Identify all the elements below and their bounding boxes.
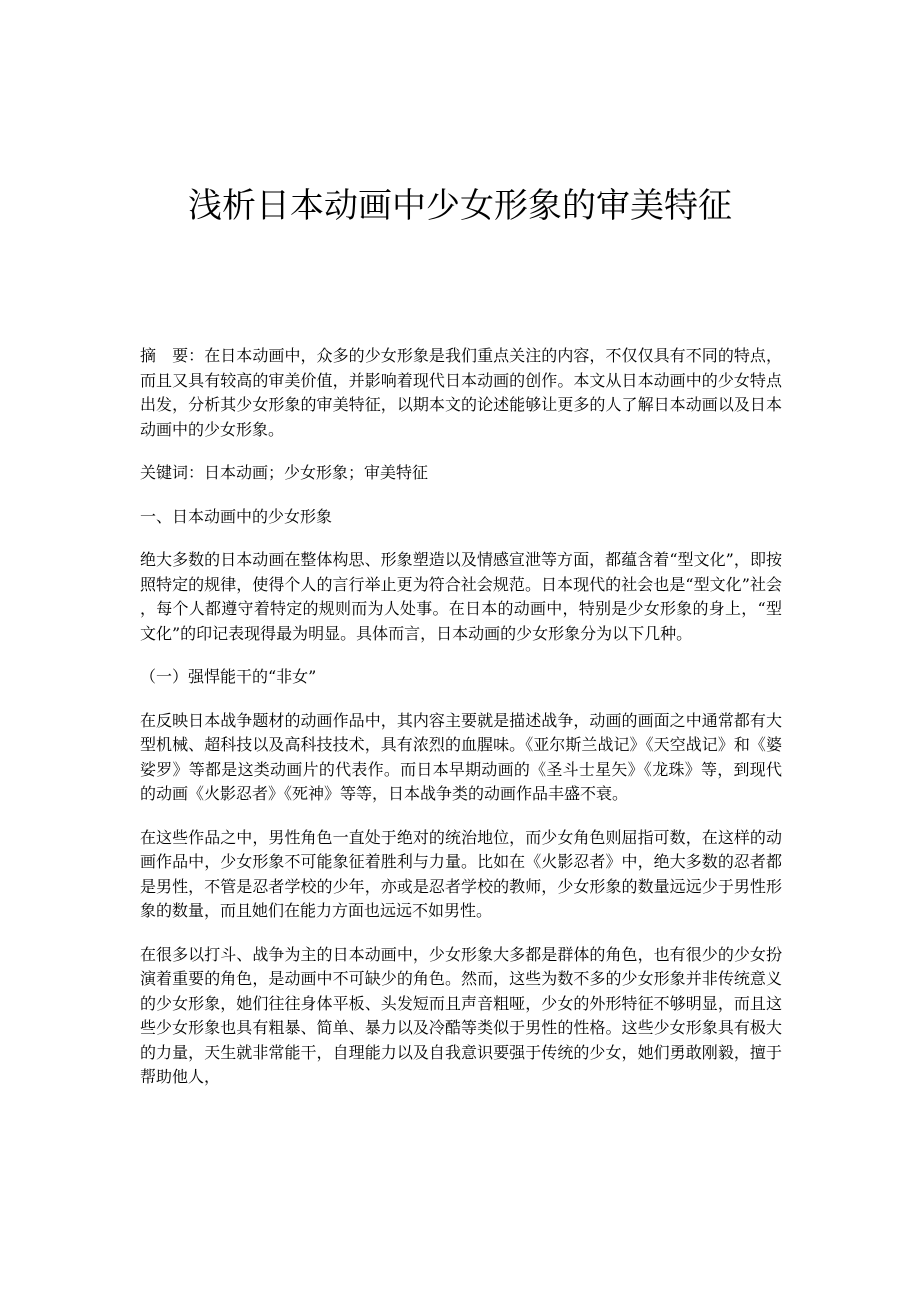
body-paragraph: 在这些作品之中，男性角色一直处于绝对的统治地位，而少女角色则屈指可数，在这样的动画作品中，少女形象不可能象征着胜利与力量。比如在《火影忍者》中，绝大多数的忍者都是男性，不管是忍者学校的少年，亦或是忍者学校的教师，少女形象的数量远远少于男性形象的数量，而且她们在能力方面也远远不如男性。 xyxy=(140,827,782,920)
body-paragraph: 绝大多数的日本动画在整体构思、形象塑造以及情感宣泄等方面，都蕴含着“型文化”，即按照特定的规律，使得个人的言行举止更为符合社会规范。日本现代的社会也是“型文化”社会，每个人都遵守着特定的规则而为人处事。在日本的动画中，特别是少女形象的身上，“型文化”的印记表现得最为明显。具体而言，日本动画的少女形象分为以下几种。 xyxy=(140,550,782,643)
abstract-paragraph: 摘 要：在日本动画中，众多的少女形象是我们重点关注的内容，不仅仅具有不同的特点，而且又具有较高的审美价值，并影响着现代日本动画的创作。本文从日本动画中的少女特点出发，分析其少女形象的审美特征，以期本文的论述能够让更多的人了解日本动画以及日本动画中的少女形象。 xyxy=(140,346,782,439)
body-paragraph: 在很多以打斗、战争为主的日本动画中，少女形象大多都是群体的角色，也有很少的少女扮演着重要的角色，是动画中不可缺少的角色。然而，这些为数不多的少女形象并非传统意义的少女形象，她们往往身体平板、头发短而且声音粗哑，少女的外形特征不够明显，而且这些少女形象也具有粗暴、简单、暴力以及冷酷等类似于男性的性格。这些少女形象具有极大的力量，天生就非常能干，自理能力以及自我意识要强于传统的少女，她们勇敢刚毅，擅于帮助他人， xyxy=(140,944,782,1086)
keywords-line: 关键词：日本动画；少女形象；审美特征 xyxy=(140,463,429,482)
document-body xyxy=(140,344,782,1109)
section-heading: 一、日本动画中的少女形象 xyxy=(140,506,333,526)
document-title: 浅析日本动画中少女形象的审美特征 xyxy=(188,186,732,226)
subsection-heading: （一）强悍能干的“非女” xyxy=(140,667,317,686)
body-paragraph: 在反映日本战争题材的动画作品中，其内容主要就是描述战争，动画的画面之中通常都有大型机械、超科技以及高科技技术，具有浓烈的血腥味。《亚尔斯兰战记》《天空战记》和《婆娑罗》等都是这类动画片的代表作。而日本早期动画的《圣斗士星矢》《龙珠》等，到现代的动画《火影忍者》《死神》等等，日本战争类的动画作品丰盛不衰。 xyxy=(140,710,782,803)
